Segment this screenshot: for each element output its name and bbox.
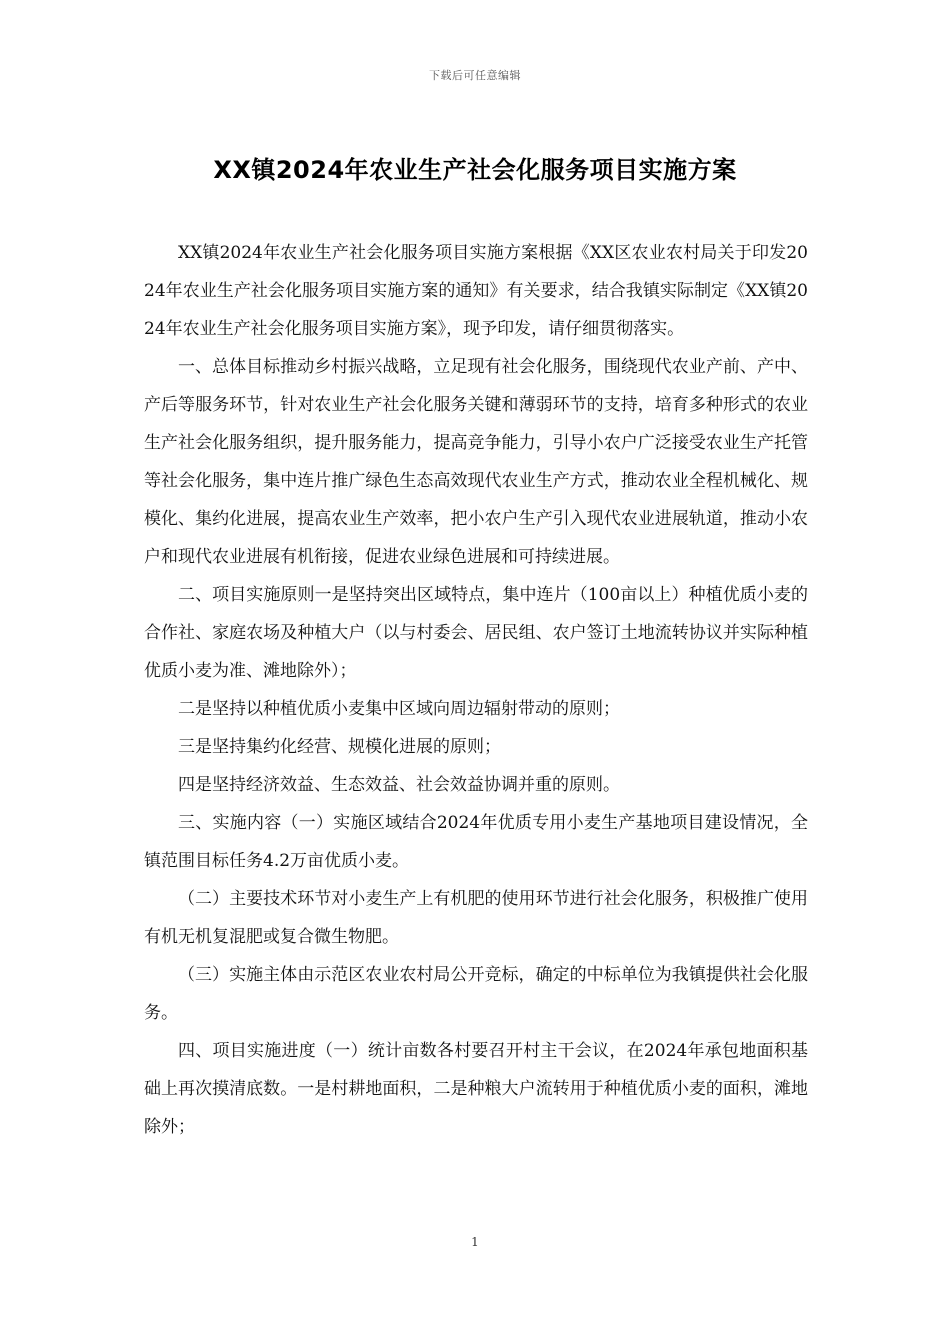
paragraph-intro: XX镇2024年农业生产社会化服务项目实施方案根据《XX区农业农村局关于印发2024年农业生产社会化服务项目实施方案的通知》有关要求，结合我镇实际制定《XX镇2024年农业生产社会化服务项目实施方案》，现予印发，请仔细贯彻落实。 bbox=[144, 243, 808, 339]
paragraph-section-3-content: 三、实施内容（一）实施区域结合2024年优质专用小麦生产基地项目建设情况，全镇范围目标任务4.2万亩优质小麦。 bbox=[144, 813, 808, 871]
paragraph-principle-2: 二是坚持以种植优质小麦集中区域向周边辐射带动的原则； bbox=[178, 699, 620, 719]
document-title: XX镇2024年农业生产社会化服务项目实施方案 bbox=[213, 156, 737, 184]
paragraph-section-3-techniques: （二）主要技术环节对小麦生产上有机肥的使用环节进行社会化服务，积极推广使用有机无机复混肥或复合微生物肥。 bbox=[144, 889, 808, 947]
paragraph-principle-4: 四是坚持经济效益、生态效益、社会效益协调并重的原则。 bbox=[178, 775, 620, 795]
paragraph-principle-3: 三是坚持集约化经营、规模化进展的原则； bbox=[178, 737, 501, 757]
page-number: 1 bbox=[471, 1235, 479, 1249]
paragraph-section-1-goals: 一、总体目标推动乡村振兴战略，立足现有社会化服务，围绕现代农业产前、产中、产后等服务环节，针对农业生产社会化服务关键和薄弱环节的支持，培育多种形式的农业生产社会化服务组织，提升服务能力，提高竞争能力，引导小农户广泛接受农业生产托管等社会化服务，集中连片推广绿色生态高效现代农业生产方式，推动农业全程机械化、规模化、集约化进展，提高农业生产效率，把小农户生产引入现代农业进展轨道，推动小农户和现代农业进展有机衔接，促进农业绿色进展和可持续进展。 bbox=[144, 357, 808, 567]
header-note: 下载后可任意编辑 bbox=[429, 69, 521, 82]
paragraph-section-2-principles: 二、项目实施原则一是坚持突出区域特点，集中连片（100亩以上）种植优质小麦的合作社、家庭农场及种植大户（以与村委会、居民组、农户签订土地流转协议并实际种植优质小麦为准、滩地除外）； bbox=[144, 585, 808, 681]
paragraph-section-3-implementer: （三）实施主体由示范区农业农村局公开竞标，确定的中标单位为我镇提供社会化服务。 bbox=[144, 965, 808, 1023]
paragraph-section-4-schedule: 四、项目实施进度（一）统计亩数各村要召开村主干会议，在2024年承包地面积基础上再次摸清底数。一是村耕地面积，二是种粮大户流转用于种植优质小麦的面积，滩地除外； bbox=[144, 1041, 808, 1137]
document-body bbox=[144, 234, 808, 1146]
